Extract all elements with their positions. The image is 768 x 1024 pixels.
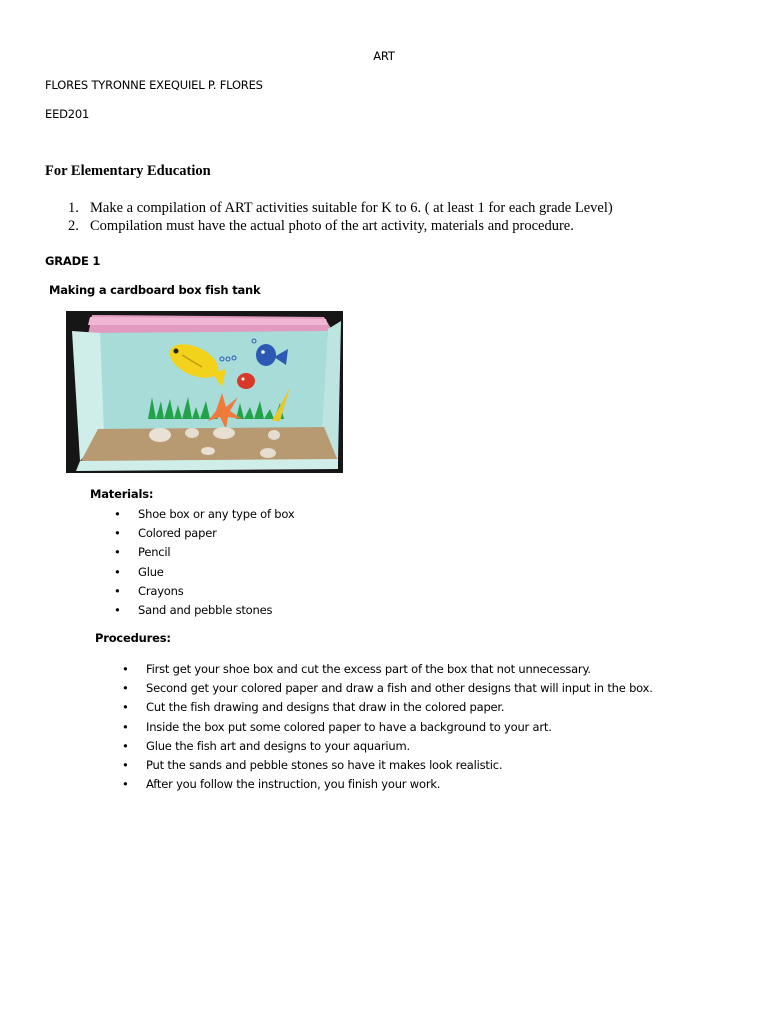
procedure-text: Second get your colored paper and draw a fish and other designs that will input in the box.	[146, 681, 653, 695]
bullet: •	[122, 739, 129, 753]
bullet: •	[122, 758, 129, 772]
requirement-text: Compilation must have the actual photo of the art activity, materials and procedure.	[90, 218, 574, 234]
fish-tank-photo	[66, 311, 343, 473]
procedure-text: Inside the box put some colored paper to have a background to your art.	[146, 720, 552, 734]
bullet: •	[114, 603, 121, 617]
section-heading: For Elementary Education	[45, 163, 211, 179]
material-text: Glue	[138, 565, 164, 579]
bullet: •	[122, 662, 129, 676]
bullet: •	[114, 507, 121, 521]
procedure-text: Put the sands and pebble stones so have it makes look realistic.	[146, 758, 503, 772]
material-text: Colored paper	[138, 526, 217, 540]
procedures-label: Procedures:	[95, 631, 171, 645]
activity-title: Making a cardboard box fish tank	[49, 283, 261, 297]
bullet: •	[122, 720, 129, 734]
material-text: Shoe box or any type of box	[138, 507, 295, 521]
bullet: •	[122, 700, 129, 714]
procedure-text: Glue the fish art and designs to your aquarium.	[146, 739, 410, 753]
requirement-number: 1.	[68, 200, 79, 216]
requirement-number: 2.	[68, 218, 79, 234]
material-text: Crayons	[138, 584, 184, 598]
course-code: EED201	[45, 107, 90, 121]
bullet: •	[114, 545, 121, 559]
bullet: •	[122, 777, 129, 791]
bullet: •	[114, 526, 121, 540]
procedure-text: After you follow the instruction, you finish your work.	[146, 777, 441, 791]
procedure-text: Cut the fish drawing and designs that draw in the colored paper.	[146, 700, 505, 714]
material-text: Sand and pebble stones	[138, 603, 273, 617]
grade-heading: GRADE 1	[45, 254, 101, 268]
requirement-text: Make a compilation of ART activities suitable for K to 6. ( at least 1 for each grade Level)	[90, 200, 613, 216]
bullet: •	[114, 584, 121, 598]
materials-label: Materials:	[90, 487, 154, 501]
student-name: FLORES TYRONNE EXEQUIEL P. FLORES	[45, 78, 263, 92]
document-title: ART	[373, 49, 395, 63]
procedure-text: First get your shoe box and cut the excess part of the box that not unnecessary.	[146, 662, 591, 676]
material-text: Pencil	[138, 545, 171, 559]
bullet: •	[114, 565, 121, 579]
fish-tank-illustration	[66, 311, 343, 473]
bullet: •	[122, 681, 129, 695]
